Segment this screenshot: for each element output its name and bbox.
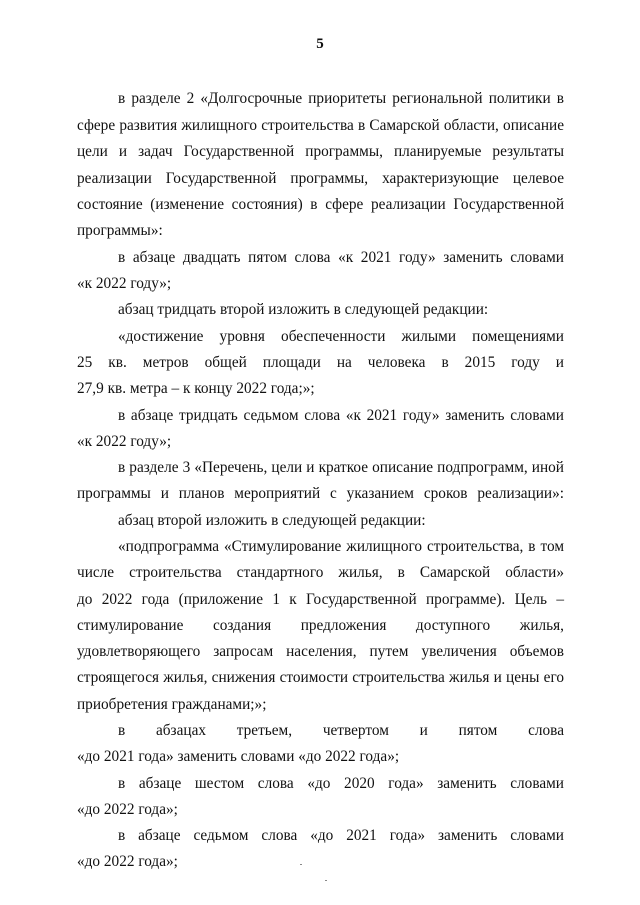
text-line: «к 2022 году»; — [77, 433, 172, 450]
text-line: приобретения гражданами;»; — [77, 696, 267, 713]
text-line: абзац второй изложить в следующей редакции: — [118, 512, 426, 529]
text-line: строящегося жилья, снижения стоимости строительства жилья и цены его — [77, 669, 564, 686]
text-line: сфере развития жилищного строительства в Самарской области, описание — [77, 117, 564, 134]
text-line: состояние (изменение состояния) в сфере реализации Государственной — [77, 196, 564, 213]
text-line: «до 2022 года»; — [77, 801, 178, 818]
text-line: «до 2022 года»; — [77, 853, 178, 870]
scan-speck — [325, 880, 327, 881]
page-number: 5 — [316, 36, 324, 52]
text-line: программы»: — [77, 222, 163, 239]
text-line: «к 2022 году»; — [77, 275, 172, 292]
text-line: удовлетворяющего запросам населения, путем увеличения объемов — [77, 643, 564, 660]
text-line: 25 кв. метров общей площади на человека в 2015 году и — [77, 354, 564, 371]
text-line: в абзаце тридцать седьмом слова «к 2021 году» заменить словами — [118, 407, 564, 424]
text-line: числе строительства стандартного жилья, в Самарской области» — [77, 564, 564, 581]
text-line: до 2022 года (приложение 1 к Государственной программе). Цель – — [77, 591, 564, 608]
text-line: цели и задач Государственной программы, планируемые результаты — [77, 143, 564, 160]
text-line: в разделе 3 «Перечень, цели и краткое описание подпрограмм, иной — [118, 459, 564, 476]
text-line: 27,9 кв. метра – к концу 2022 года;»; — [77, 380, 315, 397]
text-line: в абзаце седьмом слова «до 2021 года» заменить словами — [118, 827, 564, 844]
text-line: «до 2021 года» заменить словами «до 2022 года»; — [77, 748, 400, 765]
text-line: в абзацах третьем, четвертом и пятом слова — [118, 722, 564, 739]
text-line: в абзаце двадцать пятом слова «к 2021 году» заменить словами — [118, 249, 564, 266]
text-line: реализации Государственной программы, характеризующие целевое — [77, 170, 564, 187]
text-line: «подпрограмма «Стимулирование жилищного строительства, в том — [118, 538, 564, 555]
text-line: в абзаце шестом слова «до 2020 года» заменить словами — [118, 775, 564, 792]
scan-speck — [300, 864, 302, 865]
text-line: «достижение уровня обеспеченности жилыми помещениями — [118, 328, 564, 345]
text-line: абзац тридцать второй изложить в следующей редакции: — [118, 301, 489, 318]
text-line: программы и планов мероприятий с указанием сроков реализации»: — [77, 485, 564, 502]
text-line: в разделе 2 «Долгосрочные приоритеты региональной политики в — [118, 90, 564, 107]
text-line: стимулирование создания предложения доступного жилья, — [77, 617, 564, 634]
